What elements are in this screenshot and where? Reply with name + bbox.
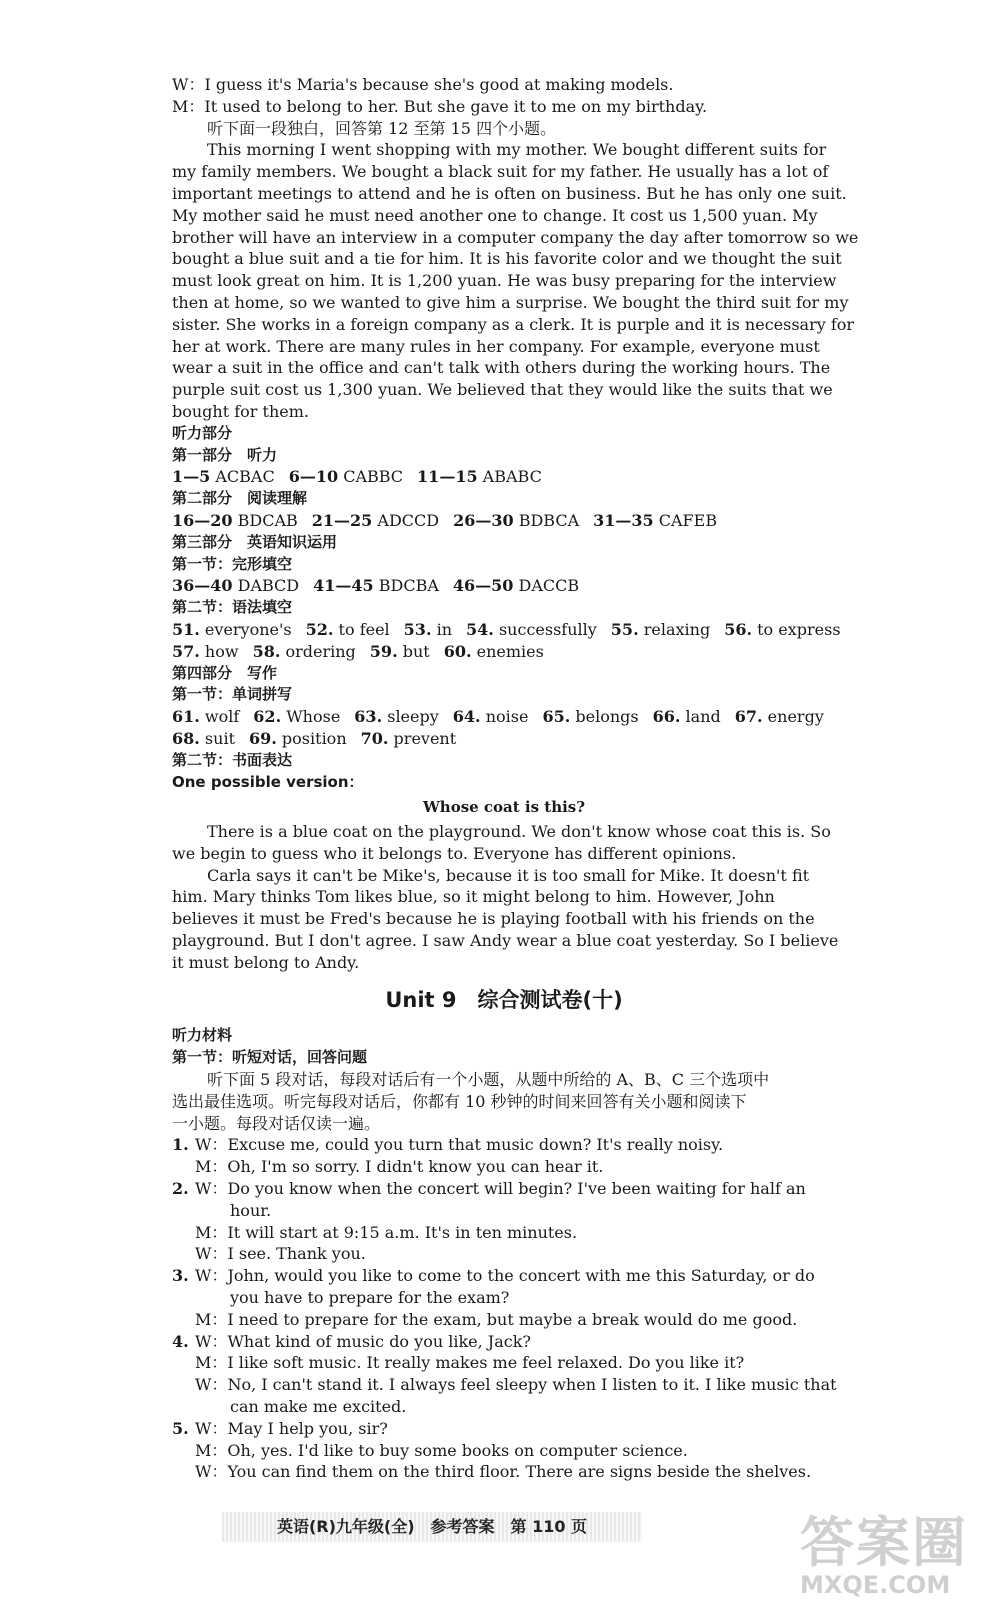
- monologue-line: my family members. We bought a black suit for my father. He usually has a lot of: [172, 162, 829, 182]
- answer-value: suit: [199, 728, 235, 748]
- section-heading: 第二部分 阅读理解: [172, 489, 308, 508]
- dialog-line: 1. W：Excuse me, could you turn that music down? It's really noisy.: [172, 1135, 724, 1155]
- answer-number: 58.: [252, 641, 281, 661]
- answer-number: 67.: [734, 707, 763, 727]
- answer-value: to feel: [333, 619, 390, 639]
- dialog-line: M：Oh, yes. I'd like to buy some books on computer science.: [195, 1440, 688, 1460]
- monologue-line: sister. She works in a foreign company as a clerk. It is purple and it is necessary for: [172, 314, 855, 334]
- answer-number: 21—25: [311, 510, 373, 530]
- monologue-instruction: 听下面一段独白，回答第 12 至第 15 四个小题。: [207, 118, 557, 138]
- subsection-heading: 第二节：书面表达: [172, 750, 293, 769]
- dialog-line: 3. W：John, would you like to come to the concert with me this Saturday, or do: [172, 1266, 815, 1286]
- answer-number: 31—35: [593, 510, 654, 530]
- answer-row: [172, 466, 836, 488]
- answer-number: 68.: [172, 728, 200, 748]
- answer-value: to express: [752, 619, 841, 639]
- answer-value: but: [397, 641, 430, 661]
- dialog-line: W：I see. Thank you.: [195, 1244, 366, 1264]
- answer-number: 1—5: [172, 467, 211, 487]
- answer-value: land: [680, 707, 721, 727]
- dialog-line: M：I need to prepare for the exam, but maybe a break would do me good.: [195, 1309, 798, 1329]
- monologue-line: wear a suit in the office and can't talk with others during the working hours. The: [172, 358, 831, 378]
- answer-value: ACBAC: [210, 467, 275, 487]
- dialog-line: M：It used to belong to her. But she gave it to me on my birthday.: [172, 96, 708, 116]
- watermark: [800, 1500, 990, 1599]
- answer-value: in: [431, 619, 453, 639]
- monologue-line: bought a blue suit and a tie for him. It is his favorite color and we thought the suit: [172, 249, 842, 269]
- answer-row: [172, 575, 836, 597]
- answer-number: 59.: [369, 641, 398, 661]
- dialog-number: 3.: [172, 1266, 189, 1286]
- answer-number: 51.: [172, 619, 200, 639]
- section-heading: 第三部分 英语知识运用: [172, 532, 338, 551]
- essay-line: him. Mary thinks Tom likes blue, so it might belong to him. However, John: [172, 887, 775, 907]
- monologue-paragraph: [172, 139, 859, 422]
- essay-title: Whose coat is this?: [422, 798, 586, 817]
- dialog-line: 5. W：May I help you, sir?: [172, 1418, 388, 1438]
- subsection-heading: 第一节：听短对话，回答问题: [172, 1048, 368, 1067]
- possible-version-label: One possible version：: [172, 772, 364, 791]
- answer-value: BDCAB: [232, 510, 298, 530]
- answer-value: prevent: [388, 728, 457, 748]
- dialog-number: 4.: [172, 1331, 189, 1351]
- dialog-line: W：I guess it's Maria's because she's good at making models.: [172, 75, 674, 94]
- instruction-line: 一小题。每段对话仅读一遍。: [172, 1113, 381, 1133]
- subsection-heading: 第二节：语法填空: [172, 598, 293, 617]
- answer-value: ADCCD: [372, 510, 440, 530]
- dialog-number: 2.: [172, 1179, 189, 1199]
- dialog-line: 2. W：Do you know when the concert will begin? I've been waiting for half an: [172, 1179, 806, 1199]
- section-heading: 第四部分 写作: [172, 663, 278, 682]
- essay-line: we begin to guess who it belongs to. Everyone has different opinions.: [172, 843, 737, 863]
- monologue-line: This morning I went shopping with my mother. We bought different suits for: [207, 140, 827, 160]
- answer-value: CAFEB: [653, 510, 718, 530]
- answer-value: ordering: [280, 641, 356, 661]
- answer-number: 66.: [652, 707, 681, 727]
- answer-value: DABCD: [232, 576, 300, 596]
- monologue-line: must look great on him. It is 1,200 yuan. He was busy preparing for the interview: [172, 271, 837, 291]
- watermark-logo: 答案圈: [800, 1511, 968, 1574]
- monologue-line: My mother said he must need another one to change. It cost us 1,500 yuan. My: [172, 205, 818, 225]
- answer-row: [172, 510, 836, 532]
- answer-number: 6—10: [288, 467, 339, 487]
- answer-number: 52.: [305, 619, 334, 639]
- answer-value: wolf: [199, 707, 240, 727]
- answer-number: 36—40: [172, 576, 233, 596]
- section-heading: 第一部分 听力: [172, 445, 278, 464]
- answer-value: how: [199, 641, 239, 661]
- answer-value: noise: [480, 707, 529, 727]
- answer-value: belongs: [570, 707, 639, 727]
- dialog-number: 1.: [172, 1135, 189, 1155]
- answer-number: 69.: [249, 728, 277, 748]
- answer-number: 41—45: [313, 576, 374, 596]
- monologue-line: purple suit cost us 1,300 yuan. We believed that they would like the suits that we: [172, 380, 833, 400]
- answer-value: energy: [762, 707, 824, 727]
- answer-value: relaxing: [638, 619, 711, 639]
- answer-row: [172, 706, 836, 728]
- answer-number: 54.: [466, 619, 494, 639]
- answer-number: 64.: [452, 707, 481, 727]
- answer-number: 60.: [443, 641, 472, 661]
- answer-value: enemies: [471, 641, 544, 661]
- monologue-line: important meetings to attend and he is often on business. But he has only one suit.: [172, 183, 847, 203]
- dialog-number: 5.: [172, 1418, 189, 1438]
- answer-row: [172, 641, 836, 663]
- dialog-line: W：You can find them on the third floor. There are signs beside the shelves.: [195, 1462, 812, 1482]
- answer-number: 53.: [403, 619, 432, 639]
- monologue-line: her at work. There are many rules in her company. For example, everyone must: [172, 336, 820, 356]
- dialog-line: W：No, I can't stand it. I always feel sleepy when I listen to it. I like music that: [195, 1375, 837, 1395]
- dialog-line: M：I like soft music. It really makes me feel relaxed. Do you like it?: [195, 1353, 745, 1373]
- answer-number: 46—50: [452, 576, 514, 596]
- subsection-heading: 第一节：完形填空: [172, 554, 293, 573]
- answer-value: CABBC: [338, 467, 404, 487]
- answer-value: successfully: [493, 619, 597, 639]
- answer-number: 63.: [354, 707, 383, 727]
- instruction-line: 选出最佳选项。听完每段对话后，你都有 10 秒钟的时间来回答有关小题和阅读下: [172, 1091, 747, 1111]
- answer-number: 11—15: [417, 467, 478, 487]
- answer-page: [172, 74, 859, 1483]
- answer-value: BDCBA: [373, 576, 439, 596]
- answer-value: ABABC: [477, 467, 542, 487]
- dialog-line: hour.: [230, 1200, 272, 1220]
- answer-number: 26—30: [453, 510, 514, 530]
- essay-line: it must belong to Andy.: [172, 952, 360, 972]
- answer-row: [172, 619, 841, 641]
- monologue-line: then at home, so we wanted to give him a surprise. We bought the third suit for my: [172, 292, 849, 312]
- answer-number: 16—20: [172, 510, 233, 530]
- answer-value: position: [276, 728, 347, 748]
- unit-title: Unit 9 综合测试卷(十): [385, 987, 623, 1012]
- essay-line: Carla says it can't be Mike's, because it is too small for Mike. It doesn't fit: [207, 865, 810, 885]
- monologue-line: brother will have an interview in a computer company the day after tomorrow so we: [172, 227, 859, 247]
- monologue-line: bought for them.: [172, 401, 309, 421]
- answer-number: 65.: [542, 707, 571, 727]
- essay-line: believes it must be Fred's because he is playing football with his friends on the: [172, 909, 815, 929]
- section-heading: 听力部分: [172, 423, 233, 442]
- essay-line: There is a blue coat on the playground. We don't know whose coat this is. So: [207, 822, 831, 842]
- answer-value: sleepy: [382, 707, 439, 727]
- answer-value: DACCB: [513, 576, 580, 596]
- dialog-line: can make me excited.: [230, 1397, 407, 1417]
- answer-number: 70.: [360, 728, 389, 748]
- answer-number: 57.: [172, 641, 200, 661]
- watermark-url: MXQE.COM: [800, 1571, 951, 1599]
- page-footer: 英语(R)九年级(全) 参考答案 第 110 页: [222, 1512, 642, 1542]
- answer-value: everyone's: [199, 619, 292, 639]
- answer-row: [172, 728, 836, 750]
- answer-value: BDBCA: [513, 510, 580, 530]
- dialog-line: M：It will start at 9:15 a.m. It's in ten minutes.: [195, 1222, 578, 1242]
- dialog-line: you have to prepare for the exam?: [230, 1288, 510, 1308]
- instruction-line: 听下面 5 段对话，每段对话后有一个小题，从题中所给的 A、B、C 三个选项中: [207, 1070, 770, 1090]
- subsection-heading: 第一节：单词拼写: [172, 685, 293, 704]
- section-heading: 听力材料: [172, 1026, 233, 1045]
- answer-number: 61.: [172, 707, 200, 727]
- answer-number: 55.: [610, 619, 639, 639]
- dialog-line: 4. W：What kind of music do you like, Jack?: [172, 1331, 531, 1351]
- answer-number: 56.: [724, 619, 753, 639]
- essay-line: playground. But I don't agree. I saw Andy wear a blue coat yesterday. So I believe: [172, 931, 839, 951]
- dialog-line: M：Oh, I'm so sorry. I didn't know you can hear it.: [195, 1157, 604, 1177]
- answer-number: 62.: [253, 707, 282, 727]
- dialog-list: [172, 1134, 836, 1483]
- answer-value: Whose: [281, 707, 341, 727]
